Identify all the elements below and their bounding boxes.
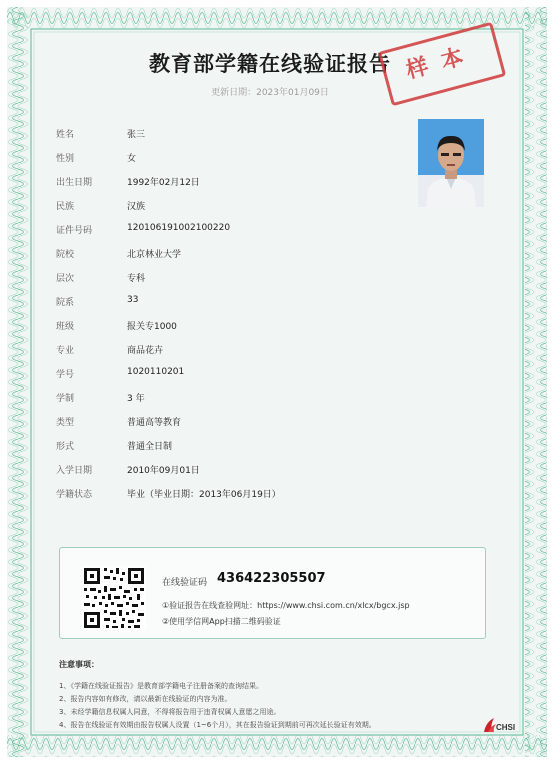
field-label: 院校 <box>56 250 75 260</box>
field-label: 层次 <box>56 274 75 284</box>
note-item: 4、报告在线验证有效期由报告权属人设置（1~6个月），其在报告验证到期前可再次延长验证有效期。 <box>59 721 376 729</box>
field-value: 张三 <box>127 130 146 140</box>
chsi-logo-text: CHSI <box>496 723 516 732</box>
field-row-school <box>56 243 386 263</box>
field-row-enrollment-date <box>56 459 386 479</box>
field-value: 报关专1000 <box>127 322 177 332</box>
field-row-type <box>56 411 386 431</box>
field-row-level <box>56 267 386 287</box>
field-label: 姓名 <box>56 130 75 140</box>
field-row-name <box>56 123 386 143</box>
note-item: 1、《学籍在线验证报告》是教育部学籍电子注册备案的查询结果。 <box>59 682 263 690</box>
field-label: 类型 <box>56 418 75 428</box>
field-row-department <box>56 291 386 311</box>
field-label: 入学日期 <box>56 466 93 476</box>
field-value: 毕业（毕业日期：2013年06月19日） <box>127 490 281 500</box>
sample-stamp: 样本 <box>378 22 506 107</box>
report-title: 教育部学籍在线验证报告 <box>149 52 391 76</box>
portrait-icon <box>418 119 484 207</box>
field-value: 北京林业大学 <box>127 250 182 260</box>
field-label: 性别 <box>56 154 75 164</box>
field-label: 专业 <box>56 346 75 356</box>
field-label: 证件号码 <box>56 226 93 236</box>
field-row-gender <box>56 147 386 167</box>
field-row-form <box>56 435 386 455</box>
field-label: 学制 <box>56 394 75 404</box>
note-item: 2、报告内容如有修改，请以最新在线验证的内容为准。 <box>59 695 232 703</box>
qr-code-icon[interactable] <box>82 566 146 630</box>
field-value: 女 <box>127 154 137 164</box>
field-row-class <box>56 315 386 335</box>
field-row-major <box>56 339 386 359</box>
field-row-student-id <box>56 363 386 383</box>
field-value: 120106191002100220 <box>127 223 231 233</box>
field-value: 普通高等教育 <box>127 418 182 428</box>
field-value: 普通全日制 <box>127 442 173 452</box>
field-row-id-number <box>56 219 386 239</box>
notes-title: 注意事项： <box>59 660 99 669</box>
field-value: 专科 <box>127 274 146 284</box>
field-row-status <box>56 483 386 503</box>
verification-box <box>59 547 486 639</box>
field-row-birthdate <box>56 171 386 191</box>
field-value: 1020110201 <box>127 367 185 377</box>
field-label: 学号 <box>56 370 75 380</box>
field-label: 班级 <box>56 322 75 332</box>
field-value: 2010年09月01日 <box>127 466 200 476</box>
verification-code-label: 在线验证码 <box>162 578 208 588</box>
field-row-duration <box>56 387 386 407</box>
portrait-photo <box>418 119 484 207</box>
field-label: 院系 <box>56 298 75 308</box>
verification-app-line: ②使用学信网App扫描二维码验证 <box>162 617 281 626</box>
field-label: 民族 <box>56 202 75 212</box>
field-value: 商品花卉 <box>127 346 164 356</box>
field-value: 汉族 <box>127 202 146 212</box>
verification-code: 436422305507 <box>217 571 326 586</box>
field-label: 学籍状态 <box>56 490 93 500</box>
field-value: 33 <box>127 295 139 305</box>
field-label: 形式 <box>56 442 75 452</box>
field-label: 出生日期 <box>56 178 93 188</box>
verification-url-line: ①验证报告在线查验网址：https://www.chsi.com.cn/xlcx/bgcx.jsp <box>162 601 410 610</box>
field-value: 3 年 <box>127 394 145 404</box>
update-date: 更新日期：2023年01月09日 <box>211 88 329 98</box>
field-value: 1992年02月12日 <box>127 178 200 188</box>
note-item: 3、未经学籍信息权属人同意，不得将报告用于违背权属人意愿之用途。 <box>59 708 281 716</box>
field-row-ethnicity <box>56 195 386 215</box>
